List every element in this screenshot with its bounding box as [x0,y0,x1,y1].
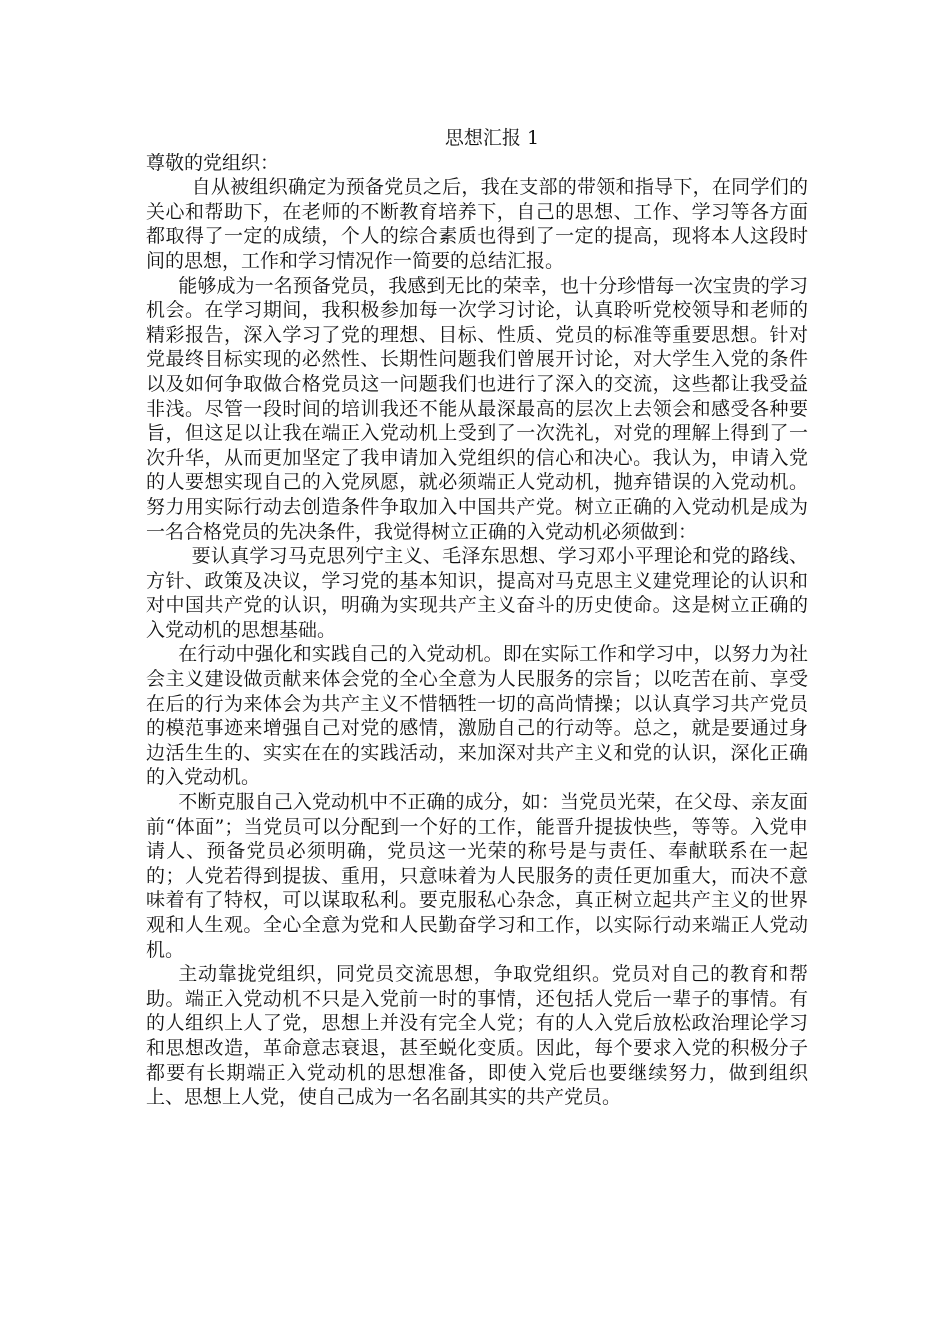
paragraph-2: 能够成为一名预备党员，我感到无比的荣幸，也十分珍惜每一次宝贵的学习机会。在学习期间，我积极参加每一次学习讨论，认真聆听党校领导和老师的精彩报告，深入学习了党的理想、目标、性质、党员的标准等重要思想。针对党最终目标实现的必然性、长期性问题我们曾展开讨论，对大学生入党的条件以及如何争取做合格党员这一问题我们也进行了深入的交流，这些都让我受益非浅。尽管一段时间的培训我还不能从最深最高的层次上去领会和感受各种要旨，但这足以让我在端正入党动机上受到了一次洗礼，对党的理解上得到了一次升华，从而更加坚定了我申请加入党组织的信心和决心。我认为，申请入党的人要想实现自己的入党夙愿，就必须端正人党动机，抛弃错误的入党动机。努力用实际行动去创造条件争取加入中国共产党。树立正确的入党动机是成为一名合格党员的先决条件，我觉得树立正确的入党动机必须做到： [146,274,808,543]
paragraph-5: 不断克服自己入党动机中不正确的成分，如：当党员光荣，在父母、亲友面前“体面”；当党员可以分配到一个好的工作，能晋升提拔快些，等等。入党申请人、预备党员必须明确，党员这一光荣的称号是与责任、奉献联系在一起的；人党若得到提拔、重用，只意味着为人民服务的责任更加重大，而决不意味着有了特权，可以谋取私利。要克服私心杂念，真正树立起共产主义的世界观和人生观。全心全意为党和人民勤奋学习和工作，以实际行动来端正人党动机。 [146,791,808,961]
paragraph-1: 自从被组织确定为预备党员之后，我在支部的带领和指导下，在同学们的关心和帮助下，在老师的不断教育培养下，自己的思想、工作、学习等各方面都取得了一定的成绩，个人的综合素质也得到了一定的提高，现将本人这段时间的思想，工作和学习情况作一简要的总结汇报。 [146,176,808,272]
document-title: 思想汇报 1 [444,127,540,149]
document-page [146,126,808,1110]
paragraph-3: 要认真学习马克思列宁主义、毛泽东思想、学习邓小平理论和党的路线、方针、政策及决议，学习党的基本知识，提高对马克思主义建党理论的认识和对中国共产党的认识，明确为实现共产主义奋斗的历史使命。这是树立正确的入党动机的思想基础。 [146,545,808,641]
salutation: 尊敬的党组织： [146,151,280,174]
paragraph-6: 主动靠拢党组织，同党员交流思想，争取党组织。党员对自己的教育和帮助。端正入党动机不只是入党前一时的事情，还包括人党后一辈子的事情。有的人组织上人了党，思想上并没有完全人党；有的人入党后放松政治理论学习和思想改造，革命意志衰退，甚至蜕化变质。因此，每个要求入党的积极分子都要有长期端正入党动机的思想准备，即使入党后也要继续努力，做到组织上、思想上人党，使自己成为一名名副其实的共产党员。 [146,963,808,1109]
paragraph-4: 在行动中强化和实践自己的入党动机。即在实际工作和学习中，以努力为社会主义建设做贡献来体会党的全心全意为人民服务的宗旨；以吃苦在前、享受在后的行为来体会为共产主义不惜牺牲一切的高尚情操；以认真学习共产党员的模范事迹来增强自己对党的感情，激励自己的行动等。总之，就是要通过身边活生生的、实实在在的实践活动，来加深对共产主义和党的认识，深化正确的入党动机。 [146,643,808,789]
